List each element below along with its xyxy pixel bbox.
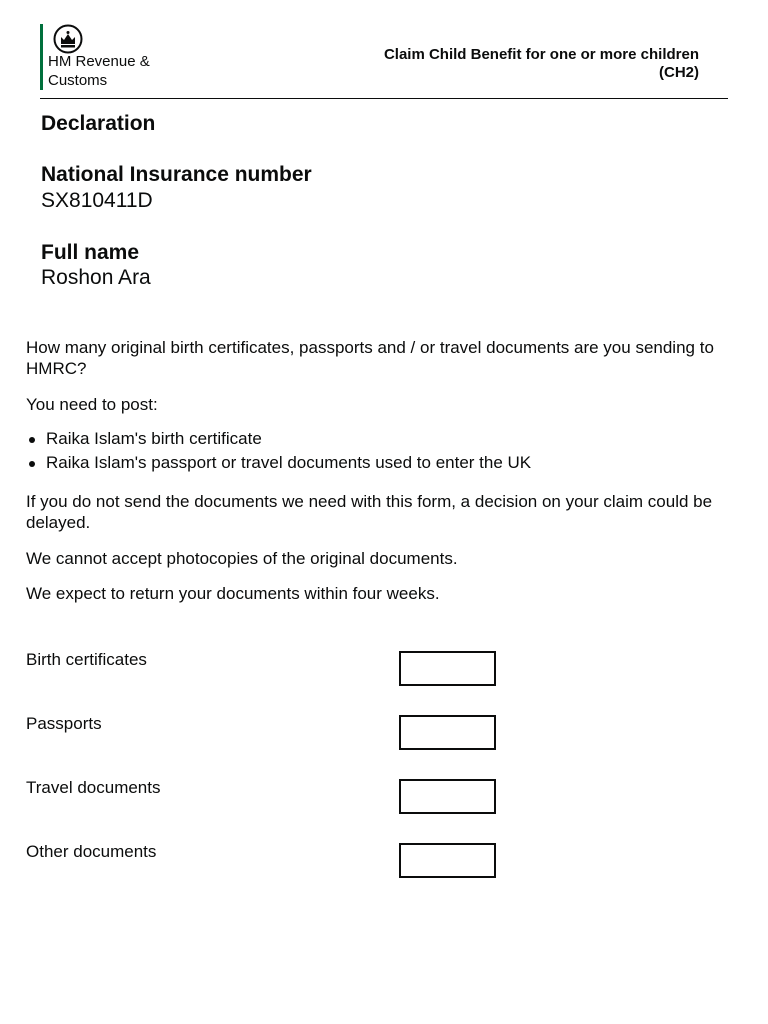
form-title-line-2: (CH2): [659, 64, 699, 81]
documents-list: [26, 427, 531, 475]
page-header: [0, 0, 768, 100]
declaration-heading: Declaration: [41, 112, 156, 135]
brand-bar: [40, 24, 43, 90]
travel-documents-input[interactable]: [399, 779, 496, 814]
org-name-line-2: Customs: [48, 72, 108, 89]
list-item: Raika Islam's birth certificate: [26, 427, 531, 451]
other-documents-label: Other documents: [26, 842, 157, 861]
documents-question: How many original birth certificates, passports and / or travel documents are you sending to HMRC?: [26, 338, 714, 378]
return-time-text: We expect to return your documents within four weeks.: [26, 584, 440, 603]
form-title-line-1: Claim Child Benefit for one or more children: [383, 46, 699, 63]
header-divider: [40, 98, 728, 99]
ni-number-label: National Insurance number: [41, 163, 312, 186]
birth-certificates-label: Birth certificates: [26, 650, 147, 669]
passports-input[interactable]: [399, 715, 496, 750]
other-documents-input[interactable]: [399, 843, 496, 878]
no-photocopies-text: We cannot accept photocopies of the original documents.: [26, 549, 458, 568]
need-to-post-text: You need to post:: [26, 395, 158, 414]
travel-documents-label: Travel documents: [26, 778, 161, 797]
crown-crest-icon: [52, 24, 84, 54]
list-item: Raika Islam's passport or travel documents used to enter the UK: [26, 451, 531, 475]
full-name-value: Roshon Ara: [41, 266, 151, 289]
birth-certificates-input[interactable]: [399, 651, 496, 686]
delay-warning: If you do not send the documents we need with this form, a decision on your claim could be delayed.: [26, 492, 713, 532]
full-name-label: Full name: [41, 241, 140, 264]
org-name: [48, 52, 178, 90]
ni-number-value: SX810411D: [41, 189, 153, 212]
passports-label: Passports: [26, 714, 102, 733]
form-title: [384, 46, 699, 82]
org-name-line-1: HM Revenue &: [48, 53, 150, 70]
